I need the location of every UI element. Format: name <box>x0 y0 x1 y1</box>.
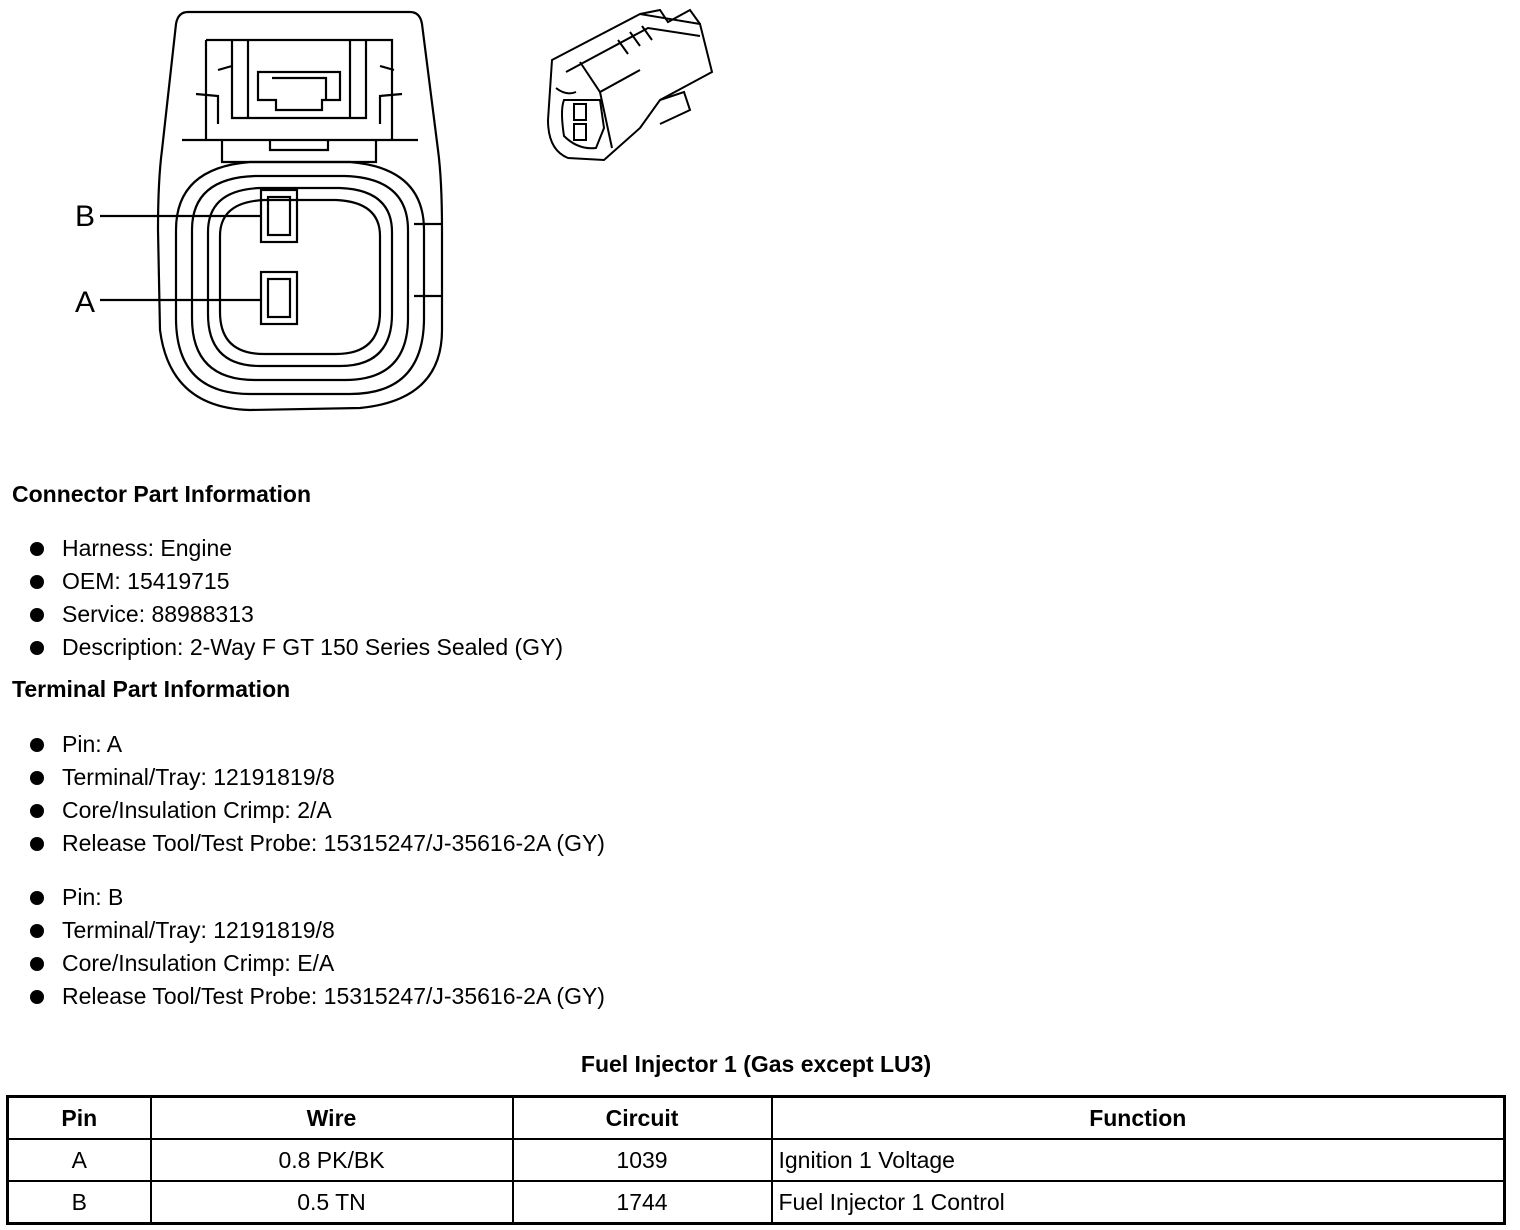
bullet-icon <box>30 957 44 971</box>
bullet-icon <box>30 924 44 938</box>
pinout-table <box>6 1095 1506 1225</box>
bullet-icon <box>30 771 44 785</box>
bullet-icon <box>30 542 44 556</box>
pin-label-a: A <box>75 286 96 319</box>
terminal-info-title: Terminal Part Information <box>12 676 291 702</box>
pin-label-b: B <box>75 200 96 233</box>
cell-circuit: 1744 <box>513 1181 772 1224</box>
list-item: Terminal/Tray: 12191819/8 <box>30 914 605 947</box>
column-header-function: Function <box>772 1097 1505 1140</box>
list-item: Pin: B <box>30 881 605 914</box>
list-item: Service: 88988313 <box>30 598 563 631</box>
connector-info-list <box>30 532 563 664</box>
cell-pin: A <box>8 1139 151 1181</box>
terminal-info-list-pin-b <box>30 881 605 1013</box>
table-row <box>8 1139 1505 1181</box>
cell-pin: B <box>8 1181 151 1224</box>
table-header-row <box>8 1097 1505 1140</box>
connector-3d-view <box>548 10 712 160</box>
bullet-icon <box>30 641 44 655</box>
column-header-circuit: Circuit <box>513 1097 772 1140</box>
bullet-icon <box>30 804 44 818</box>
list-item: Core/Insulation Crimp: 2/A <box>30 794 605 827</box>
terminal-info-list-pin-a <box>30 728 605 860</box>
bullet-icon <box>30 891 44 905</box>
list-item: Pin: A <box>30 728 605 761</box>
list-item: Description: 2-Way F GT 150 Series Sealed (GY) <box>30 631 563 664</box>
connector-diagram <box>0 0 760 430</box>
column-header-pin: Pin <box>8 1097 151 1140</box>
list-item: Harness: Engine <box>30 532 563 565</box>
cell-function: Ignition 1 Voltage <box>772 1139 1505 1181</box>
connector-info-title: Connector Part Information <box>12 481 312 507</box>
cell-wire: 0.8 PK/BK <box>151 1139 513 1181</box>
cell-wire: 0.5 TN <box>151 1181 513 1224</box>
cell-circuit: 1039 <box>513 1139 772 1181</box>
bullet-icon <box>30 608 44 622</box>
list-item: Release Tool/Test Probe: 15315247/J-35616-2A (GY) <box>30 980 605 1013</box>
bullet-icon <box>30 575 44 589</box>
column-header-wire: Wire <box>151 1097 513 1140</box>
list-item: Terminal/Tray: 12191819/8 <box>30 761 605 794</box>
list-item: OEM: 15419715 <box>30 565 563 598</box>
bullet-icon <box>30 990 44 1004</box>
table-title: Fuel Injector 1 (Gas except LU3) <box>580 1051 932 1077</box>
bullet-icon <box>30 738 44 752</box>
bullet-icon <box>30 837 44 851</box>
list-item: Core/Insulation Crimp: E/A <box>30 947 605 980</box>
cell-function: Fuel Injector 1 Control <box>772 1181 1505 1224</box>
list-item: Release Tool/Test Probe: 15315247/J-35616-2A (GY) <box>30 827 605 860</box>
table-row <box>8 1181 1505 1224</box>
